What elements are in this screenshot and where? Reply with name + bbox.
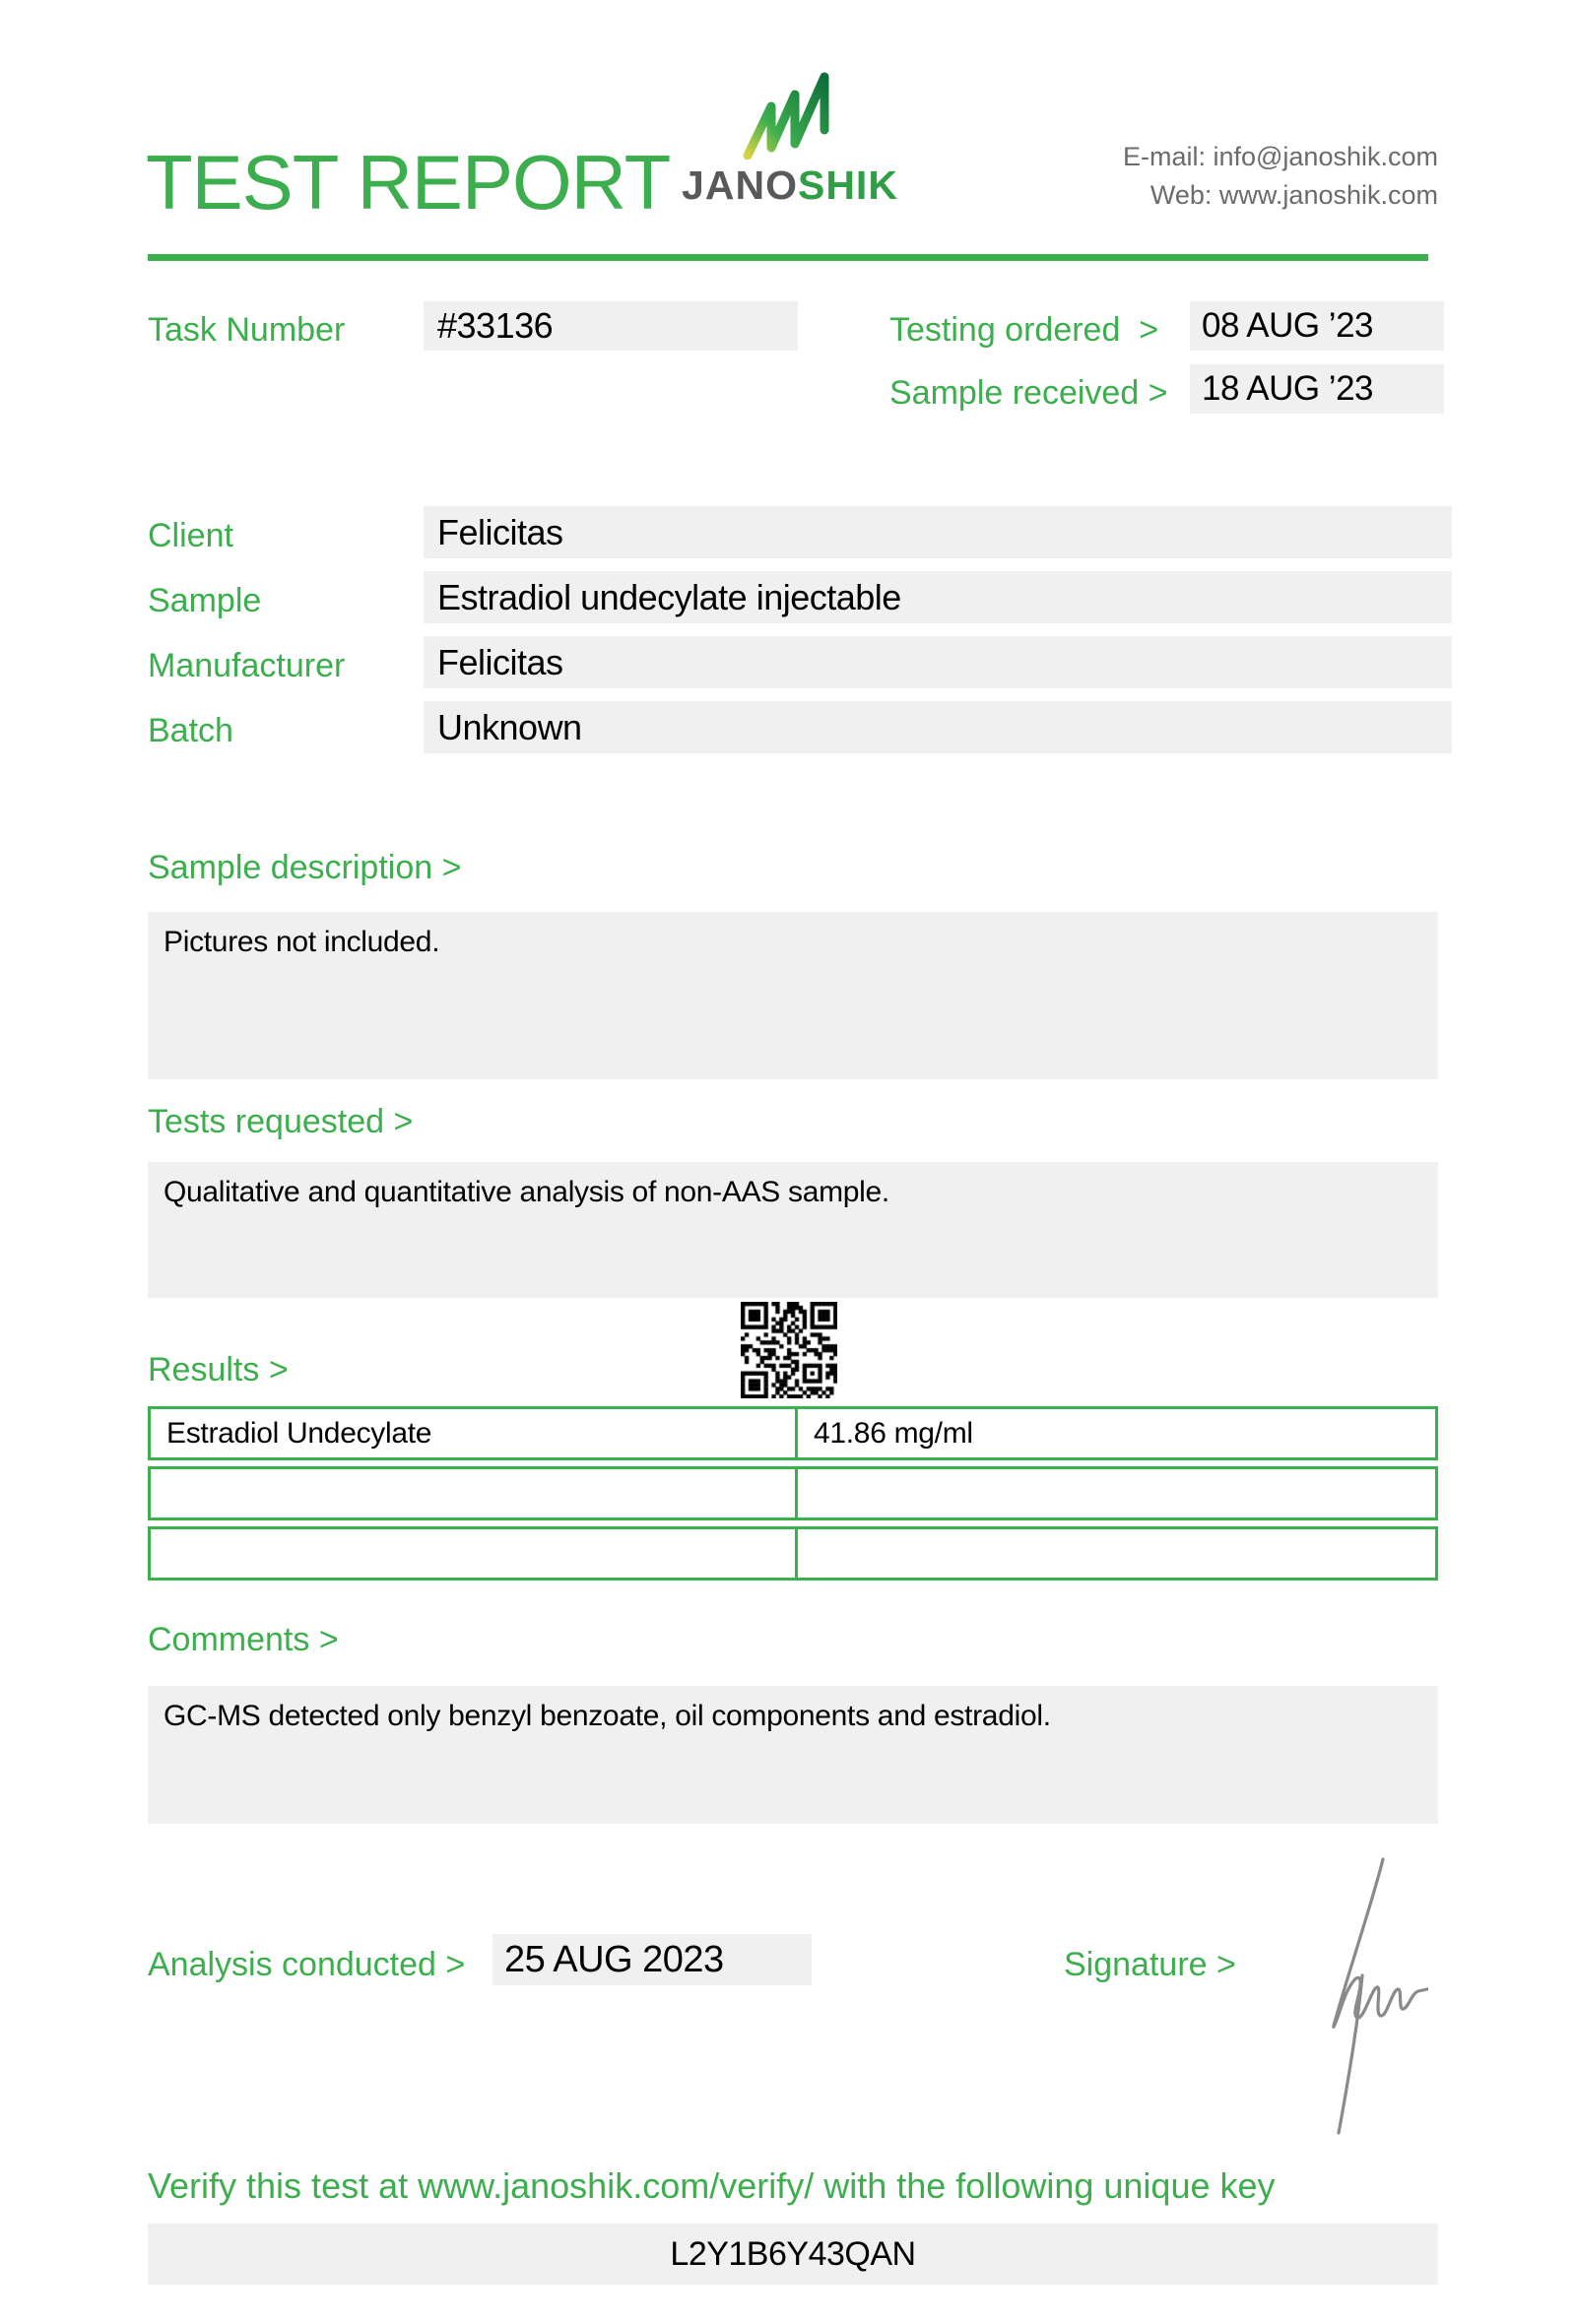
- page-title: TEST REPORT: [146, 139, 671, 226]
- manufacturer-label: Manufacturer: [148, 647, 346, 684]
- batch-value: Unknown: [424, 701, 1452, 753]
- task-number-value: #33136: [424, 301, 798, 351]
- analysis-conducted-date: 25 AUG 2023: [492, 1934, 812, 1985]
- results-table: [148, 1406, 1438, 1586]
- logo-text-jano: JANO: [682, 162, 798, 208]
- result-name: [151, 1469, 798, 1517]
- result-name: Estradiol Undecylate: [151, 1409, 798, 1457]
- header-divider: [148, 254, 1428, 261]
- sample-received-value: 18 AUG ’23: [1190, 364, 1444, 414]
- chart-growth-icon: [740, 71, 840, 160]
- logo-wordmark: [672, 162, 908, 208]
- contact-block: [1123, 138, 1438, 215]
- analysis-conducted-label: Analysis conducted >: [148, 1946, 466, 1983]
- unique-key: L2Y1B6Y43QAN: [148, 2224, 1438, 2285]
- result-value: 41.86 mg/ml: [814, 1417, 973, 1450]
- signature-label: Signature >: [1064, 1946, 1236, 1983]
- testing-ordered-label: Testing ordered >: [889, 311, 1159, 349]
- comments-heading: Comments >: [148, 1621, 339, 1658]
- janoshik-logo: [672, 71, 908, 206]
- client-value: Felicitas: [424, 506, 1452, 558]
- web-line: Web: www.janoshik.com: [1149, 180, 1438, 210]
- results-heading: Results >: [148, 1351, 289, 1388]
- qr-code-icon: [741, 1302, 837, 1398]
- sample-received-label: Sample received >: [889, 374, 1168, 412]
- comments-text: GC-MS detected only benzyl benzoate, oil components and estradiol.: [148, 1686, 1438, 1824]
- sample-description-text: Pictures not included.: [148, 912, 1438, 1079]
- sample-label: Sample: [148, 582, 262, 619]
- tests-requested-text: Qualitative and quantitative analysis of non-AAS sample.: [148, 1162, 1438, 1298]
- results-row: [148, 1406, 1438, 1460]
- result-value: [798, 1469, 1435, 1517]
- results-row: [148, 1526, 1438, 1581]
- sample-value: Estradiol undecylate injectable: [424, 571, 1452, 623]
- result-value: [798, 1529, 1435, 1578]
- verify-instruction: Verify this test at www.janoshik.com/verify/ with the following unique key: [148, 2165, 1276, 2206]
- client-label: Client: [148, 517, 233, 554]
- manufacturer-value: Felicitas: [424, 636, 1452, 688]
- logo-text-shik: SHIK: [797, 162, 898, 208]
- batch-label: Batch: [148, 712, 233, 749]
- task-number-label: Task Number: [148, 311, 346, 349]
- sample-description-heading: Sample description >: [148, 849, 462, 886]
- testing-ordered-value: 08 AUG ’23: [1190, 301, 1444, 351]
- tests-requested-heading: Tests requested >: [148, 1103, 414, 1140]
- results-row: [148, 1466, 1438, 1520]
- email-line: E-mail: info@janoshik.com: [1122, 142, 1438, 171]
- result-name: [151, 1529, 798, 1578]
- handwritten-signature: [1280, 1853, 1428, 2137]
